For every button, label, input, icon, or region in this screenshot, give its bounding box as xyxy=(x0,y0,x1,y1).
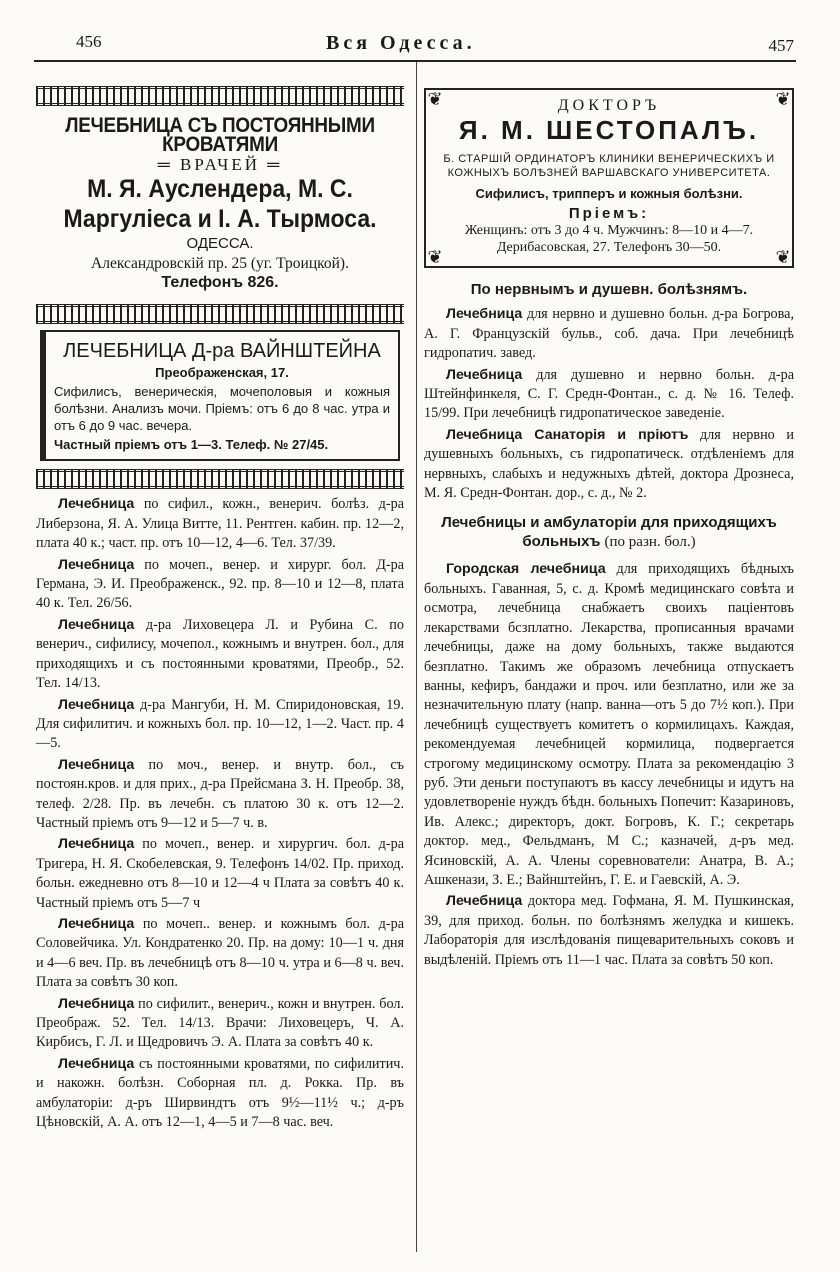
corner-ornament-icon: ❦ xyxy=(427,89,443,109)
ad-reception: Пріемъ: xyxy=(568,205,650,222)
page-number-right: 457 xyxy=(768,36,794,55)
list-item: Лечебница по мочеп., венер. и хирургич. бол. д-ра Тригера, Н. Я. Скобелевская, 9. Телефонъ 14/02. Пр. приход. больн. ежедневно отъ 8—10 и 12—4 ч Плата за совѣтъ 40 к. Частный пріемъ отъ 5—7 ч xyxy=(36,836,404,911)
ad-auslender xyxy=(36,112,404,298)
list-item: Лечебница по сифил., кожн., венерич. болѣз. д-ра Либерзона, Я. А. Улица Витте, 11. Рентген. кабин. пр. 12—2, плата 40 к.; част. пр. отъ 10—12, 4—6. Тел. 37/39. xyxy=(36,496,404,552)
list-item: Лечебница для душевно и нервно больн. д-ра Штейнфинкеля, С. Г. Средн-Фонтан., с. д. № 16. Телеф. 15/99. При лечебницѣ гидропатическое заведеніе. xyxy=(424,366,794,422)
list-item: Лечебница доктора мед. Гофмана, Я. М. Пушкинская, 39, для приход. больн. по болѣзнямъ желудка и кишекъ. Лабораторія для изслѣдованія пищеварительныхъ соковъ и выдѣленій. Пріемъ отъ 11—1 час. Плата за совѣтъ 50 коп. xyxy=(424,893,794,968)
ornament-border xyxy=(36,304,404,324)
ad-address: Преображенская, 17. xyxy=(155,365,289,381)
list-item: Лечебница для нервно и душевно больн. д-ра Богрова, А. Г. Французскій бульв., соб. дача. При лечебницѣ гидропатич. завед. xyxy=(424,306,794,362)
ad-doctor-label: ДОКТОРЪ xyxy=(557,97,661,114)
ad-profile: Сифилисъ, трипперъ и кожныя болѣзни. xyxy=(475,186,743,201)
ad-phone: Телефонъ 826. xyxy=(161,274,279,292)
section-heading: Лечебницы и амбулаторіи для приходящихъ больныхъ (по разн. бол.) xyxy=(441,514,777,551)
list-item: Лечебница д-ра Мангуби, Н. М. Спиридоновская, 19. Для сифилитич. и кожныхъ бол. пр. 10—12, 1—2. Част. пр. 4—5. xyxy=(36,696,404,752)
ornament-border xyxy=(36,469,404,489)
list-item: Городская лечебница для приходящихъ бѣдныхъ больныхъ. Гаванная, 5, с. д. Кромѣ медицинскаго совѣта и осмотра, лечебница снабжаетъ своихъ паціентовъ лекарствами бсзплатно. Лекарства, прописанныя врачами лечебницы, даже на дому больныхъ, также выдаются безплатно. Такимъ же образомъ лечебница отпускаетъ ванны, кефиръ, бандажи и проч. или безплатно, или же за незначительную плату (напр. ванна—отъ 5 до 7½ коп.). При лечебницѣ существуетъ комитетъ о кормилицахъ. Каждая, рекомендуемая лечебницей кормилица, подвергается строгому медицинскому осмотру. Плата за рекомендацію 3 руб. Эти деньги поступаютъ въ кассу лечебницы и идутъ на удовлетвореніе нуждъ бѣдн. больныхъ Попечит: Казариновъ, Ив. Алекс.; директоръ, докт. Богровъ, К. Г.; секретарь доктор. мед., Фельдманъ, М С.; казначей, д-ръ мед. Ясиновскій, А. А. Члены соревнователи: Анатра, В. А.; Ашкенази, З. Е.; Вайнштейнъ, Г. Е. и Гаевскій, А. Э. xyxy=(424,561,794,888)
ad-subtitle: ═ ВРАЧЕЙ ═ xyxy=(157,154,283,174)
ad-vainshtein xyxy=(40,330,400,461)
section-heading: По нервнымъ и душевн. болѣзнямъ. xyxy=(470,281,748,298)
left-column xyxy=(36,80,404,1134)
ad-private: Частный пріемъ отъ 1—3. Телеф. № 27/45. xyxy=(54,437,329,453)
ad-former-position: Б. СТАРШІЙ ОРДИНАТОРЪ КЛИНИКИ ВЕНЕРИЧЕСКИХЪ И КОЖНЫХЪ БОЛѢЗНЕЙ ВАРШАВСКАГО УНИВЕРСИТЕТА. xyxy=(443,153,775,179)
ad-city: ОДЕССА. xyxy=(186,235,254,253)
ad-shestopal xyxy=(424,88,794,268)
ad-profile: Сифилисъ, венерическія, мочеполовыя и кожныя болѣзни. Анализъ мочи. Пріемъ: отъ 6 до 8 час. утра и отъ 6 до 9 час. вечера. xyxy=(54,384,390,434)
list-item: Лечебница по сифилит., венерич., кожн и внутрен. бол. Преображ. 52. Тел. 14/13. Врачи: Лиховецеръ, Ч. А. Кирбисъ, Г. Л. и Щедровичъ Э. А. Плата за совѣтъ 40 к. xyxy=(36,995,404,1051)
ornament-border xyxy=(36,86,404,106)
list-item: Лечебница по моч., венер. и внутр. бол., съ постоян.кров. и для прих., д-ра Прейсмана З. Н. Преобр. 38, телеф. 2/28. Пр. въ лечебн. съ платою 30 к. отъ 12—2. Частный пріемъ отъ 9—12 и 5—7 ч. в. xyxy=(36,756,404,831)
corner-ornament-icon: ❦ xyxy=(775,247,791,267)
list-item: Лечебница д-ра Лиховецера Л. и Рубина С. по венерич., сифилису, мочепол., кожнымъ и внутрен. бол., для приходящихъ и съ постоянными кроватями, Преобр., 52. Тел. 14/13. xyxy=(36,616,404,692)
corner-ornament-icon: ❦ xyxy=(427,247,443,267)
page-header xyxy=(34,30,794,58)
list-item: Лечебница съ постоянными кроватями, по сифилитич. и накожн. болѣзн. Соборная пл. д. Рокка. Пр. въ амбулаторіи: д-ръ Ширвиндтъ отъ 9½—11½ ч.; д-ръ Цѣновскій, А. А. отъ 12—1, 4—5 и 7—8 час. веч. xyxy=(36,1055,404,1131)
column-divider xyxy=(416,62,417,1252)
right-column xyxy=(424,80,794,972)
ad-title: ЛЕЧЕБНИЦА СЪ ПОСТОЯННЫМИ КРОВАТЯМИ xyxy=(65,114,375,157)
list-item: Лечебница по мочеп.. венер. и кожнымъ бол. д-ра Соловейчика. Ул. Кондратенко 20. Пр. на дому: 10—1 ч. дня и 4—6 веч. Пр. въ лечебницѣ отъ 8—10 ч. утра и 6—8 ч. веч. Плата за совѣтъ 30 коп. xyxy=(36,915,404,991)
ad-doctor-name: Я. М. ШЕСТОПАЛЪ. xyxy=(458,115,760,145)
list-item: Лечебница по мочеп., венер. и хирург. бол. Д-ра Германа, Э. И. Преображенск., 92. пр. 8—10 и 12—8, плата 40 к. Тел. 26/56. xyxy=(36,556,404,612)
corner-ornament-icon: ❦ xyxy=(775,89,791,109)
ad-title: ЛЕЧЕБНИЦА Д-ра ВАЙНШТЕЙНА xyxy=(63,340,381,363)
ad-hours: Женщинъ: отъ 3 до 4 ч. Мужчинъ: 8—10 и 4—7. Дерибасовская, 27. Телефонъ 30—50. xyxy=(464,223,754,255)
running-title: Вся Одесса. xyxy=(326,32,476,54)
page-number-left: 456 xyxy=(76,32,102,51)
list-item: Лечебница Санаторія и пріютъ для нервно и душевныхъ больныхъ, съ гидропатическ. отдѣленіемъ для нервныхъ, слабыхъ и недужныхъ дѣтей, доктора Дрознеса, М. Я. Средн-Фонтан. дор., с. д., № 2. xyxy=(424,426,794,502)
ad-address: Александровскій пр. 25 (уг. Троицкой). xyxy=(91,254,349,272)
ad-doctors: М. Я. Ауслендера, М. С. Маргуліеса и І. А. Тырмоса. xyxy=(63,175,377,234)
header-rule xyxy=(34,60,796,62)
